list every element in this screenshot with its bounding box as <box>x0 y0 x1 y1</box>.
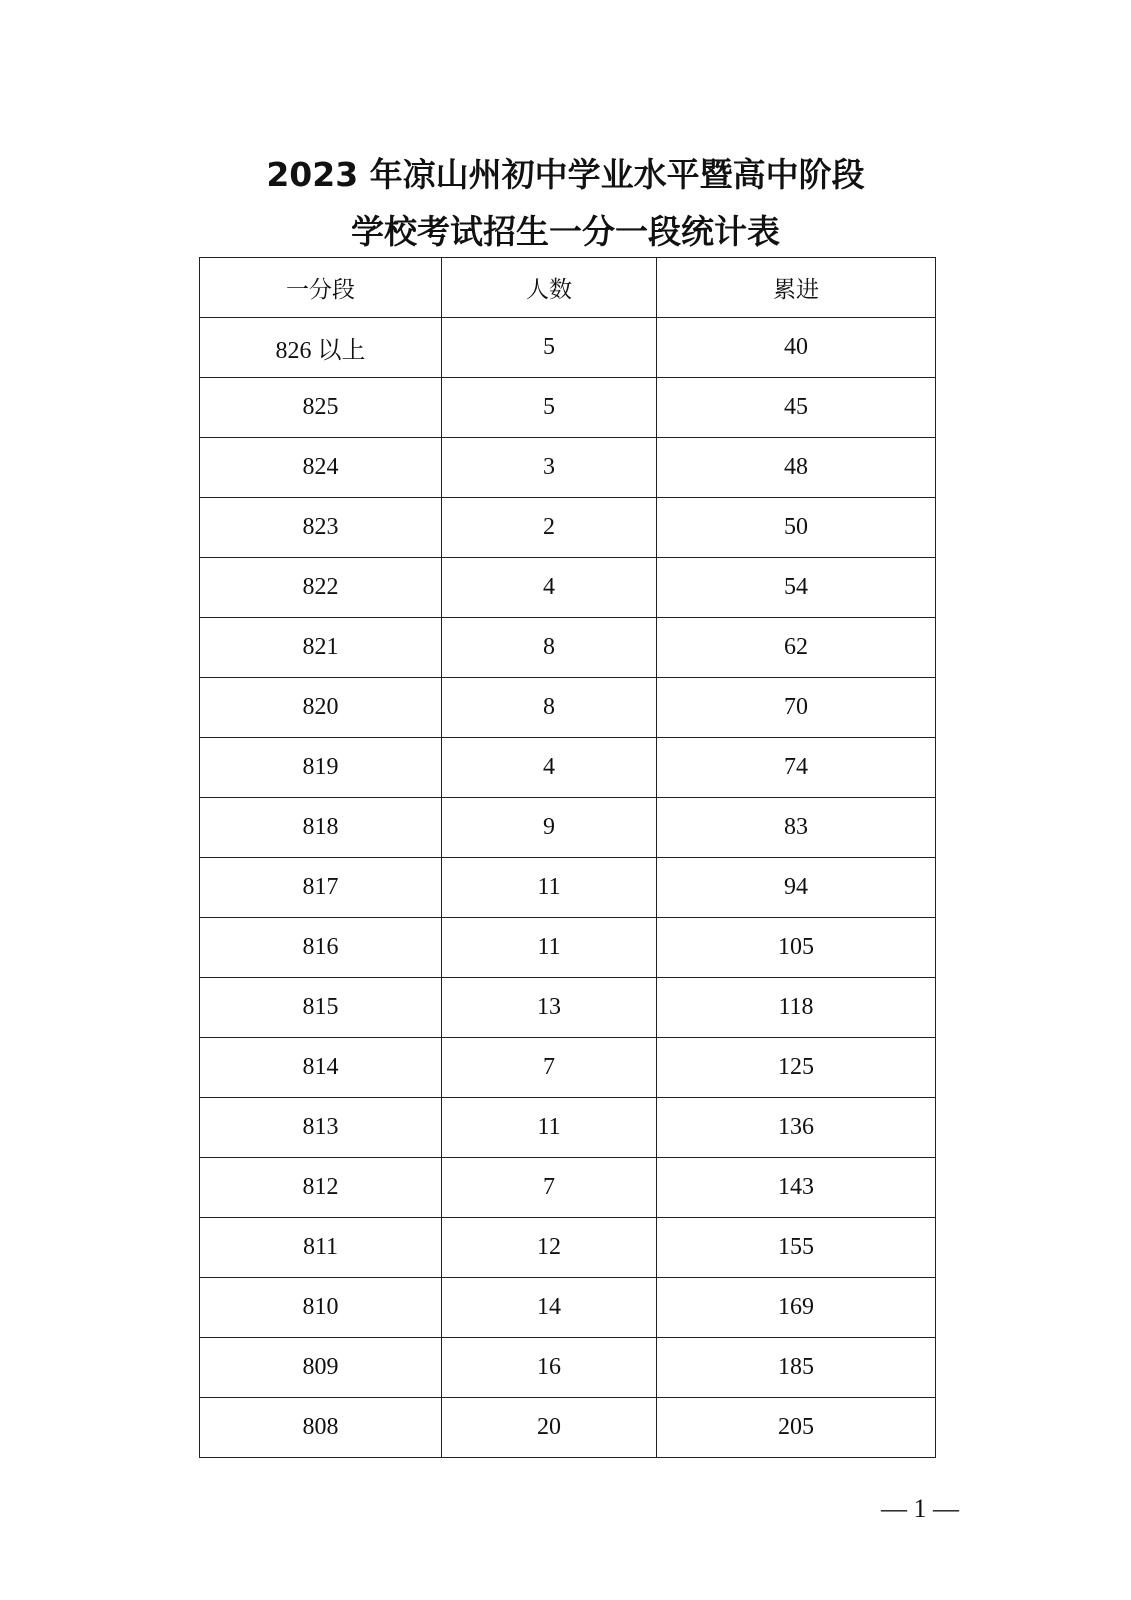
cell-cumulative: 54 <box>657 558 936 618</box>
header-count: 人数 <box>442 258 657 318</box>
table-row <box>200 1098 936 1158</box>
table-row <box>200 1278 936 1338</box>
table-header-row <box>200 258 936 318</box>
page-number: — 1 — <box>881 1494 959 1523</box>
cell-score-band: 818 <box>200 798 442 858</box>
header-score-band: 一分段 <box>200 258 442 318</box>
cell-cumulative: 136 <box>657 1098 936 1158</box>
cell-cumulative: 125 <box>657 1038 936 1098</box>
cell-count: 14 <box>442 1278 657 1338</box>
cell-count: 12 <box>442 1218 657 1278</box>
cell-cumulative: 50 <box>657 498 936 558</box>
cell-cumulative: 62 <box>657 618 936 678</box>
cell-cumulative: 185 <box>657 1338 936 1398</box>
cell-cumulative: 70 <box>657 678 936 738</box>
cell-cumulative: 143 <box>657 1158 936 1218</box>
cell-count: 8 <box>442 618 657 678</box>
cell-cumulative: 94 <box>657 858 936 918</box>
cell-count: 4 <box>442 738 657 798</box>
table-body <box>200 318 936 1458</box>
cell-cumulative: 74 <box>657 738 936 798</box>
cell-score-band: 808 <box>200 1398 442 1458</box>
table-row <box>200 798 936 858</box>
cell-count: 11 <box>442 858 657 918</box>
cell-count: 16 <box>442 1338 657 1398</box>
cell-count: 3 <box>442 438 657 498</box>
table-row <box>200 978 936 1038</box>
cell-count: 5 <box>442 378 657 438</box>
cell-count: 7 <box>442 1038 657 1098</box>
table-row <box>200 618 936 678</box>
table-row <box>200 918 936 978</box>
header-cumulative: 累进 <box>657 258 936 318</box>
table-row <box>200 678 936 738</box>
cell-count: 2 <box>442 498 657 558</box>
cell-score-band: 814 <box>200 1038 442 1098</box>
cell-count: 4 <box>442 558 657 618</box>
cell-count: 8 <box>442 678 657 738</box>
table-row <box>200 1038 936 1098</box>
cell-cumulative: 205 <box>657 1398 936 1458</box>
document-title-line1: 2023 年凉山州初中学业水平暨高中阶段 <box>266 155 865 194</box>
cell-score-band: 815 <box>200 978 442 1038</box>
cell-count: 11 <box>442 1098 657 1158</box>
table-row <box>200 858 936 918</box>
cell-cumulative: 40 <box>657 318 936 378</box>
cell-score-band: 813 <box>200 1098 442 1158</box>
cell-score-band: 821 <box>200 618 442 678</box>
cell-cumulative: 169 <box>657 1278 936 1338</box>
cell-score-band: 819 <box>200 738 442 798</box>
cell-cumulative: 45 <box>657 378 936 438</box>
score-distribution-table <box>199 257 936 1458</box>
cell-score-band: 817 <box>200 858 442 918</box>
cell-count: 9 <box>442 798 657 858</box>
cell-score-band: 816 <box>200 918 442 978</box>
table-row <box>200 558 936 618</box>
cell-count: 11 <box>442 918 657 978</box>
cell-cumulative: 105 <box>657 918 936 978</box>
cell-cumulative: 155 <box>657 1218 936 1278</box>
cell-count: 5 <box>442 318 657 378</box>
cell-score-band: 823 <box>200 498 442 558</box>
table-row <box>200 498 936 558</box>
table-row <box>200 1398 936 1458</box>
table-row <box>200 1218 936 1278</box>
cell-count: 7 <box>442 1158 657 1218</box>
cell-score-band: 825 <box>200 378 442 438</box>
cell-score-band: 822 <box>200 558 442 618</box>
cell-cumulative: 48 <box>657 438 936 498</box>
cell-score-band: 824 <box>200 438 442 498</box>
table-row <box>200 438 936 498</box>
cell-count: 20 <box>442 1398 657 1458</box>
cell-score-band: 810 <box>200 1278 442 1338</box>
cell-cumulative: 83 <box>657 798 936 858</box>
cell-score-band: 809 <box>200 1338 442 1398</box>
cell-score-band: 826 以上 <box>200 318 442 378</box>
cell-score-band: 811 <box>200 1218 442 1278</box>
cell-score-band: 812 <box>200 1158 442 1218</box>
cell-count: 13 <box>442 978 657 1038</box>
cell-cumulative: 118 <box>657 978 936 1038</box>
cell-score-band: 820 <box>200 678 442 738</box>
document-title-line2: 学校考试招生一分一段统计表 <box>351 212 780 251</box>
table-row <box>200 318 936 378</box>
table-row <box>200 738 936 798</box>
table-row <box>200 1338 936 1398</box>
table-row <box>200 378 936 438</box>
table-row <box>200 1158 936 1218</box>
